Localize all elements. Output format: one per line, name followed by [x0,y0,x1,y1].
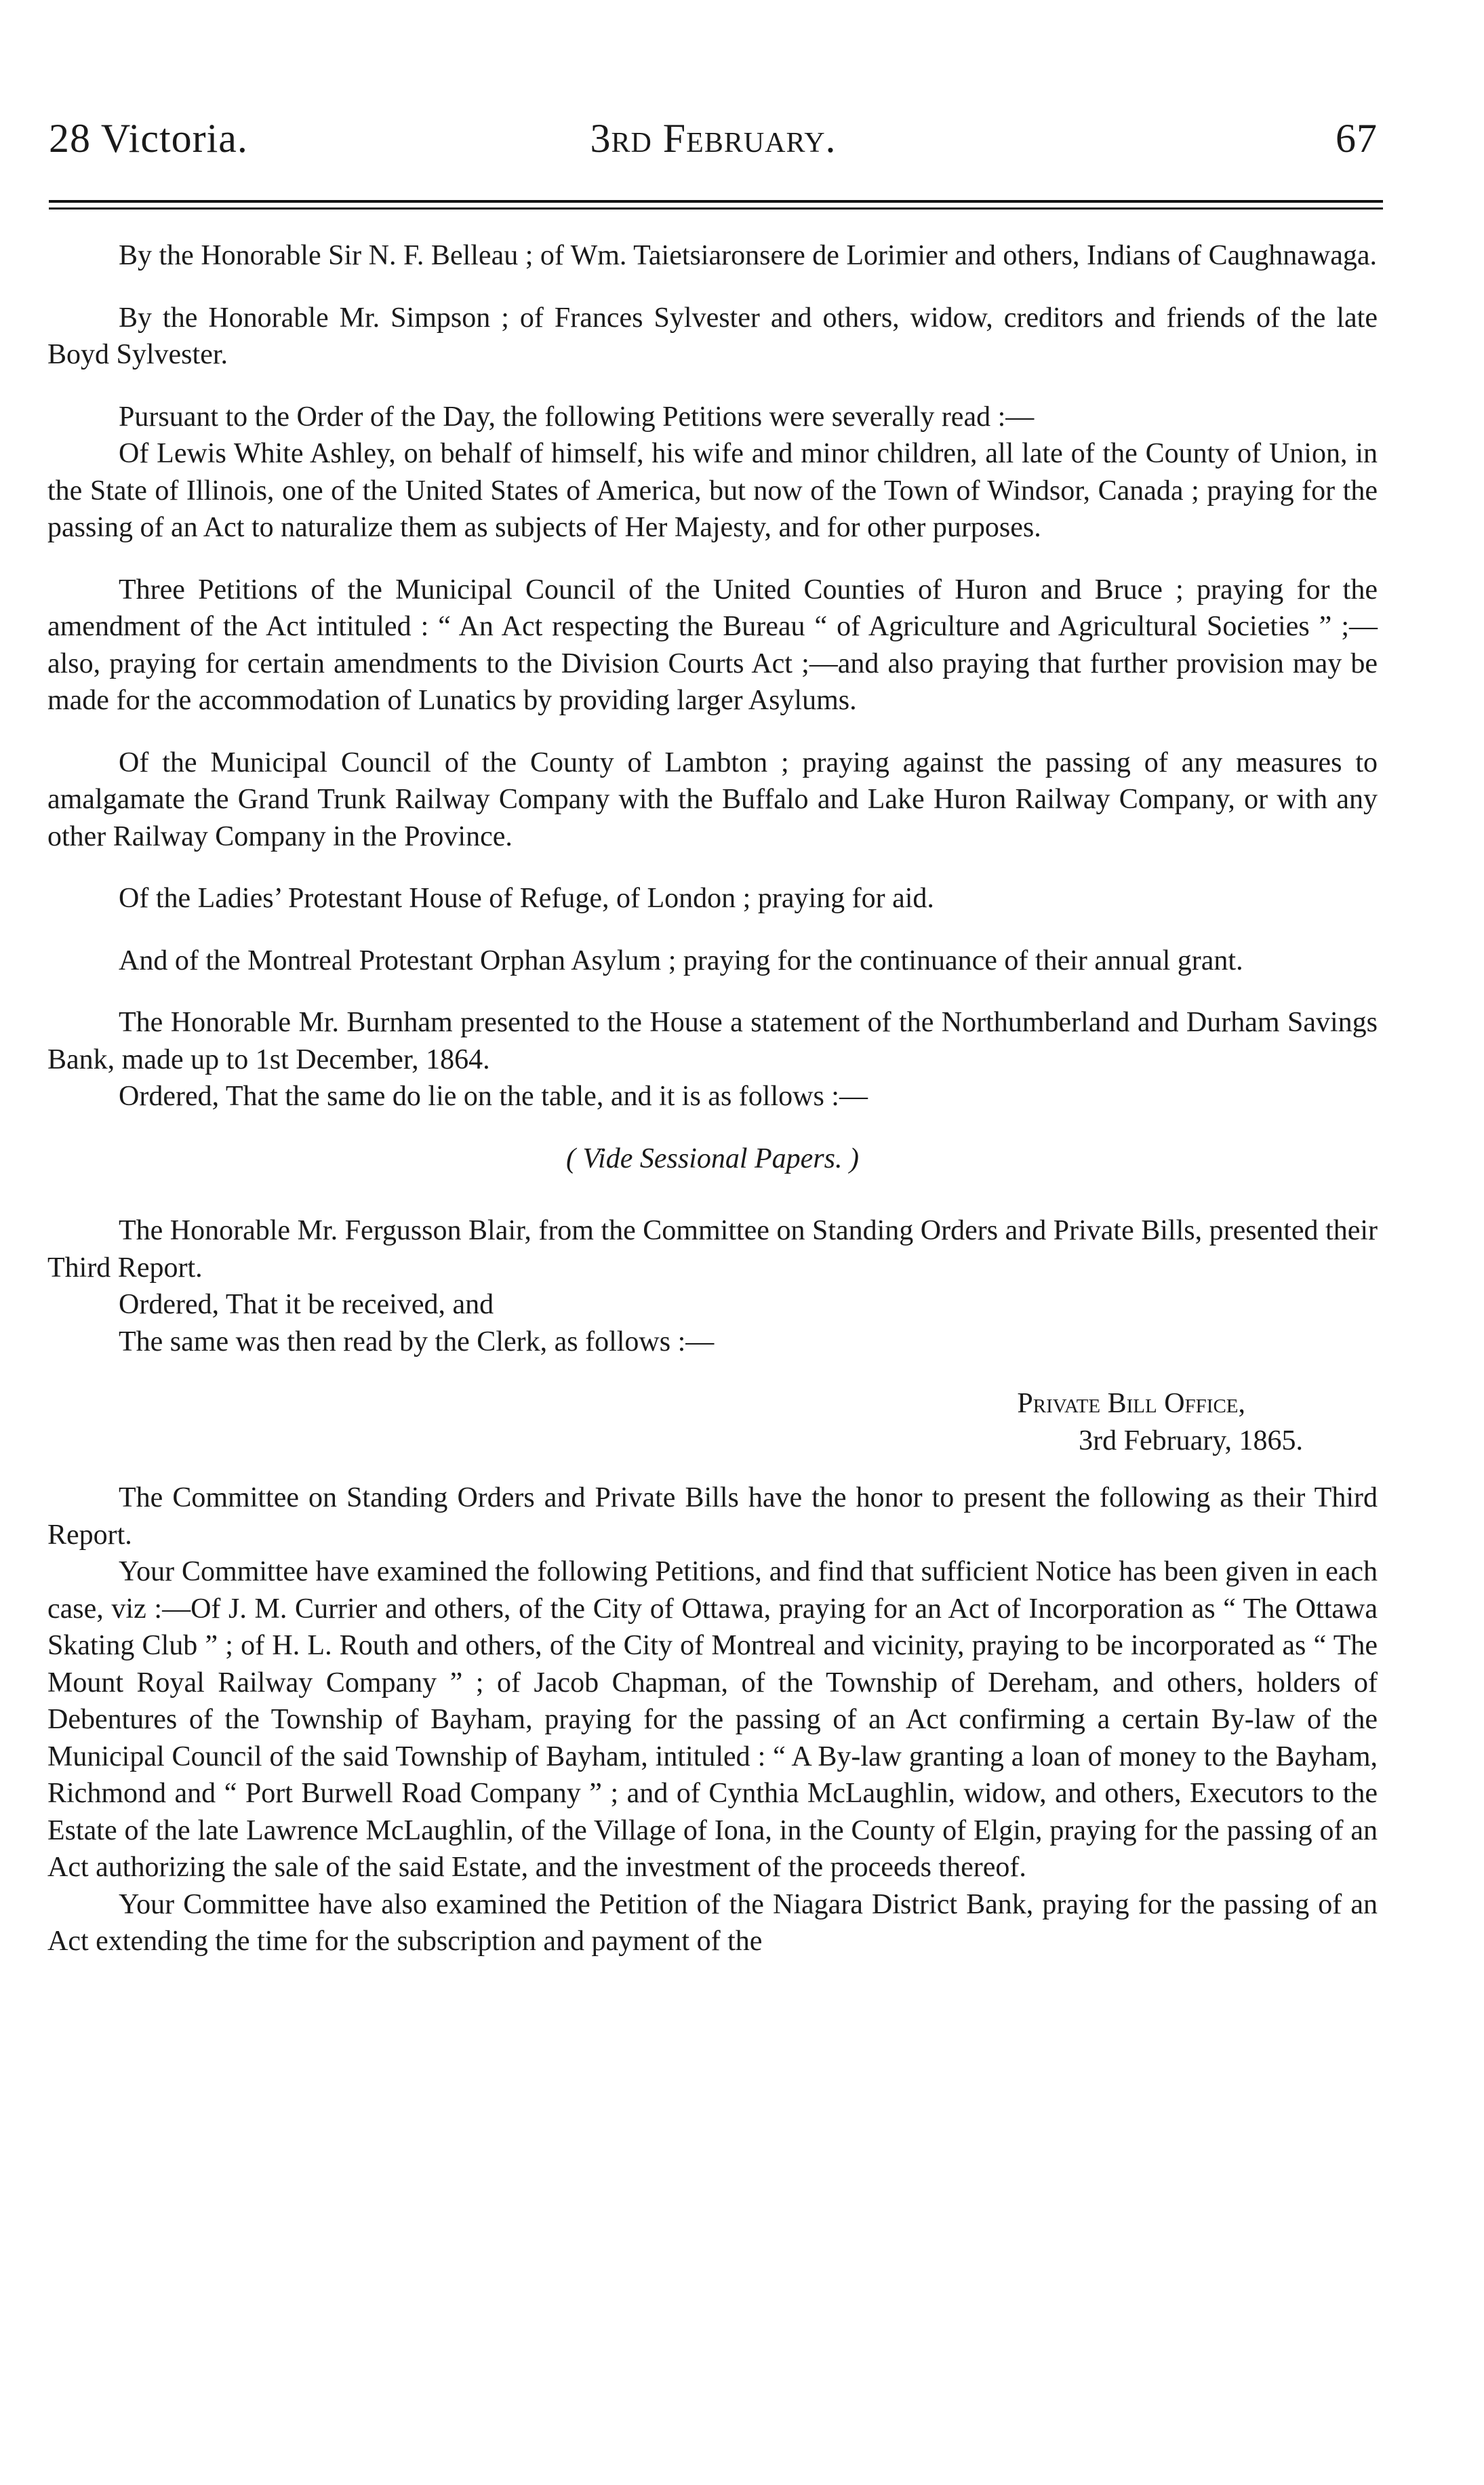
paragraph-ordered-lie-on-table: Ordered, That the same do lie on the table, and it is as follows :— [119,1081,868,1112]
header-session: 28 Victoria. [49,116,248,161]
paragraph-niagara-bank-petition: Your Committee have also examined the Petition of the Niagara District Bank, praying for the passing of an Act extending the time for the subscription and payment of the [47,1888,1378,1957]
private-bill-office: Private Bill Office, [1017,1388,1245,1419]
paragraph-london-refuge-petition: Of the Ladies’ Protestant House of Refuge, of London ; praying for aid. [119,883,934,914]
paragraph-ordered-received: Ordered, That it be received, and [119,1289,494,1320]
report-date: 3rd February, 1865. [1079,1425,1303,1456]
paragraph-lambton-petition: Of the Municipal Council of the County of Lambton ; praying against the passing of any measures to amalgamate the Grand Trunk Railway Company with the Buffalo and Lake Huron Railway Company, or with any other Railway Company in the Province. [47,747,1378,852]
paragraph-committee-examined-petitions: Your Committee have examined the following Petitions, and find that sufficient Notice has been given in each case, viz :—Of J. M. Currier and others, of the City of Ottawa, praying for an Act of Incorporation as “ The Ottawa Skating Club ” ; of H. L. Routh and others, of the City of Montreal and vicinity, praying to be incorporated as “ The Mount Royal Railway Company ” ; of Jacob Chapman, of the Township of Dereham, and others, holders of Debentures of the Township of Bayham, praying for the passing of an Act confirming a certain By-law of the Municipal Council of the said Township of Bayham, intituled : “ A By-law granting a loan of money to the Bayham, Richmond and “ Port Burwell Road Company ” ; and of Cynthia McLaughlin, widow, and others, Executors to the Estate of the late Lawrence McLaughlin, of the Village of Iona, in the County of Elgin, praying for the passing of an Act authorizing the sale of the said Estate, and the investment of the proceeds thereof. [47,1556,1378,1883]
header-rule-top [49,200,1383,203]
header-rule-bottom [49,207,1383,210]
page-header [49,115,1378,176]
vide-sessional-papers: ( Vide Sessional Papers. ) [566,1142,859,1174]
paragraph-burnham-statement: The Honorable Mr. Burnham presented to the House a statement of the Northumberland and Durham Savings Bank, made up to 1st December, 1864. [47,1007,1378,1075]
report-heading [47,1385,1378,1459]
paragraph-read-by-clerk: The same was then read by the Clerk, as follows :— [119,1326,715,1357]
paragraph-ashley-petition: Of Lewis White Ashley, on behalf of himself, his wife and minor children, all late of the County of Union, in the State of Illinois, one of the United States of America, but now of the Town of Windsor, Canada ; praying for the passing of an Act to naturalize them as subjects of Her Majesty, and for other purposes. [47,438,1378,543]
page-number: 67 [1336,116,1378,161]
paragraph-order-of-day: Pursuant to the Order of the Day, the following Petitions were severally read :— [119,401,1035,433]
paragraph-fergusson-blair-report: The Honorable Mr. Fergusson Blair, from the Committee on Standing Orders and Private Bills, presented their Third Report. [47,1215,1378,1284]
paragraph-huron-bruce-petitions: Three Petitions of the Municipal Council of the United Counties of Huron and Bruce ; praying for the amendment of the Act intituled : “ An Act respecting the Bureau “ of Agriculture and Agricultural Societies ” ;—also, praying for certain amendments to the Division Courts Act ;—and also praying that further provision may be made for the accommodation of Lunatics by providing larger Asylums. [47,574,1378,716]
page-body [47,237,1378,1960]
paragraph-montreal-orphan-petition: And of the Montreal Protestant Orphan Asylum ; praying for the continuance of their annual grant. [119,945,1243,976]
paragraph-committee-third-report: The Committee on Standing Orders and Private Bills have the honor to present the following as their Third Report. [47,1482,1378,1551]
paragraph-belleau-petition: By the Honorable Sir N. F. Belleau ; of Wm. Taietsiaronsere de Lorimier and others, Indians of Caughnawaga. [119,240,1377,271]
header-date: 3rd February. [590,116,837,161]
paragraph-simpson-petition: By the Honorable Mr. Simpson ; of Frances Sylvester and others, widow, creditors and friends of the late Boyd Sylvester. [47,302,1378,370]
